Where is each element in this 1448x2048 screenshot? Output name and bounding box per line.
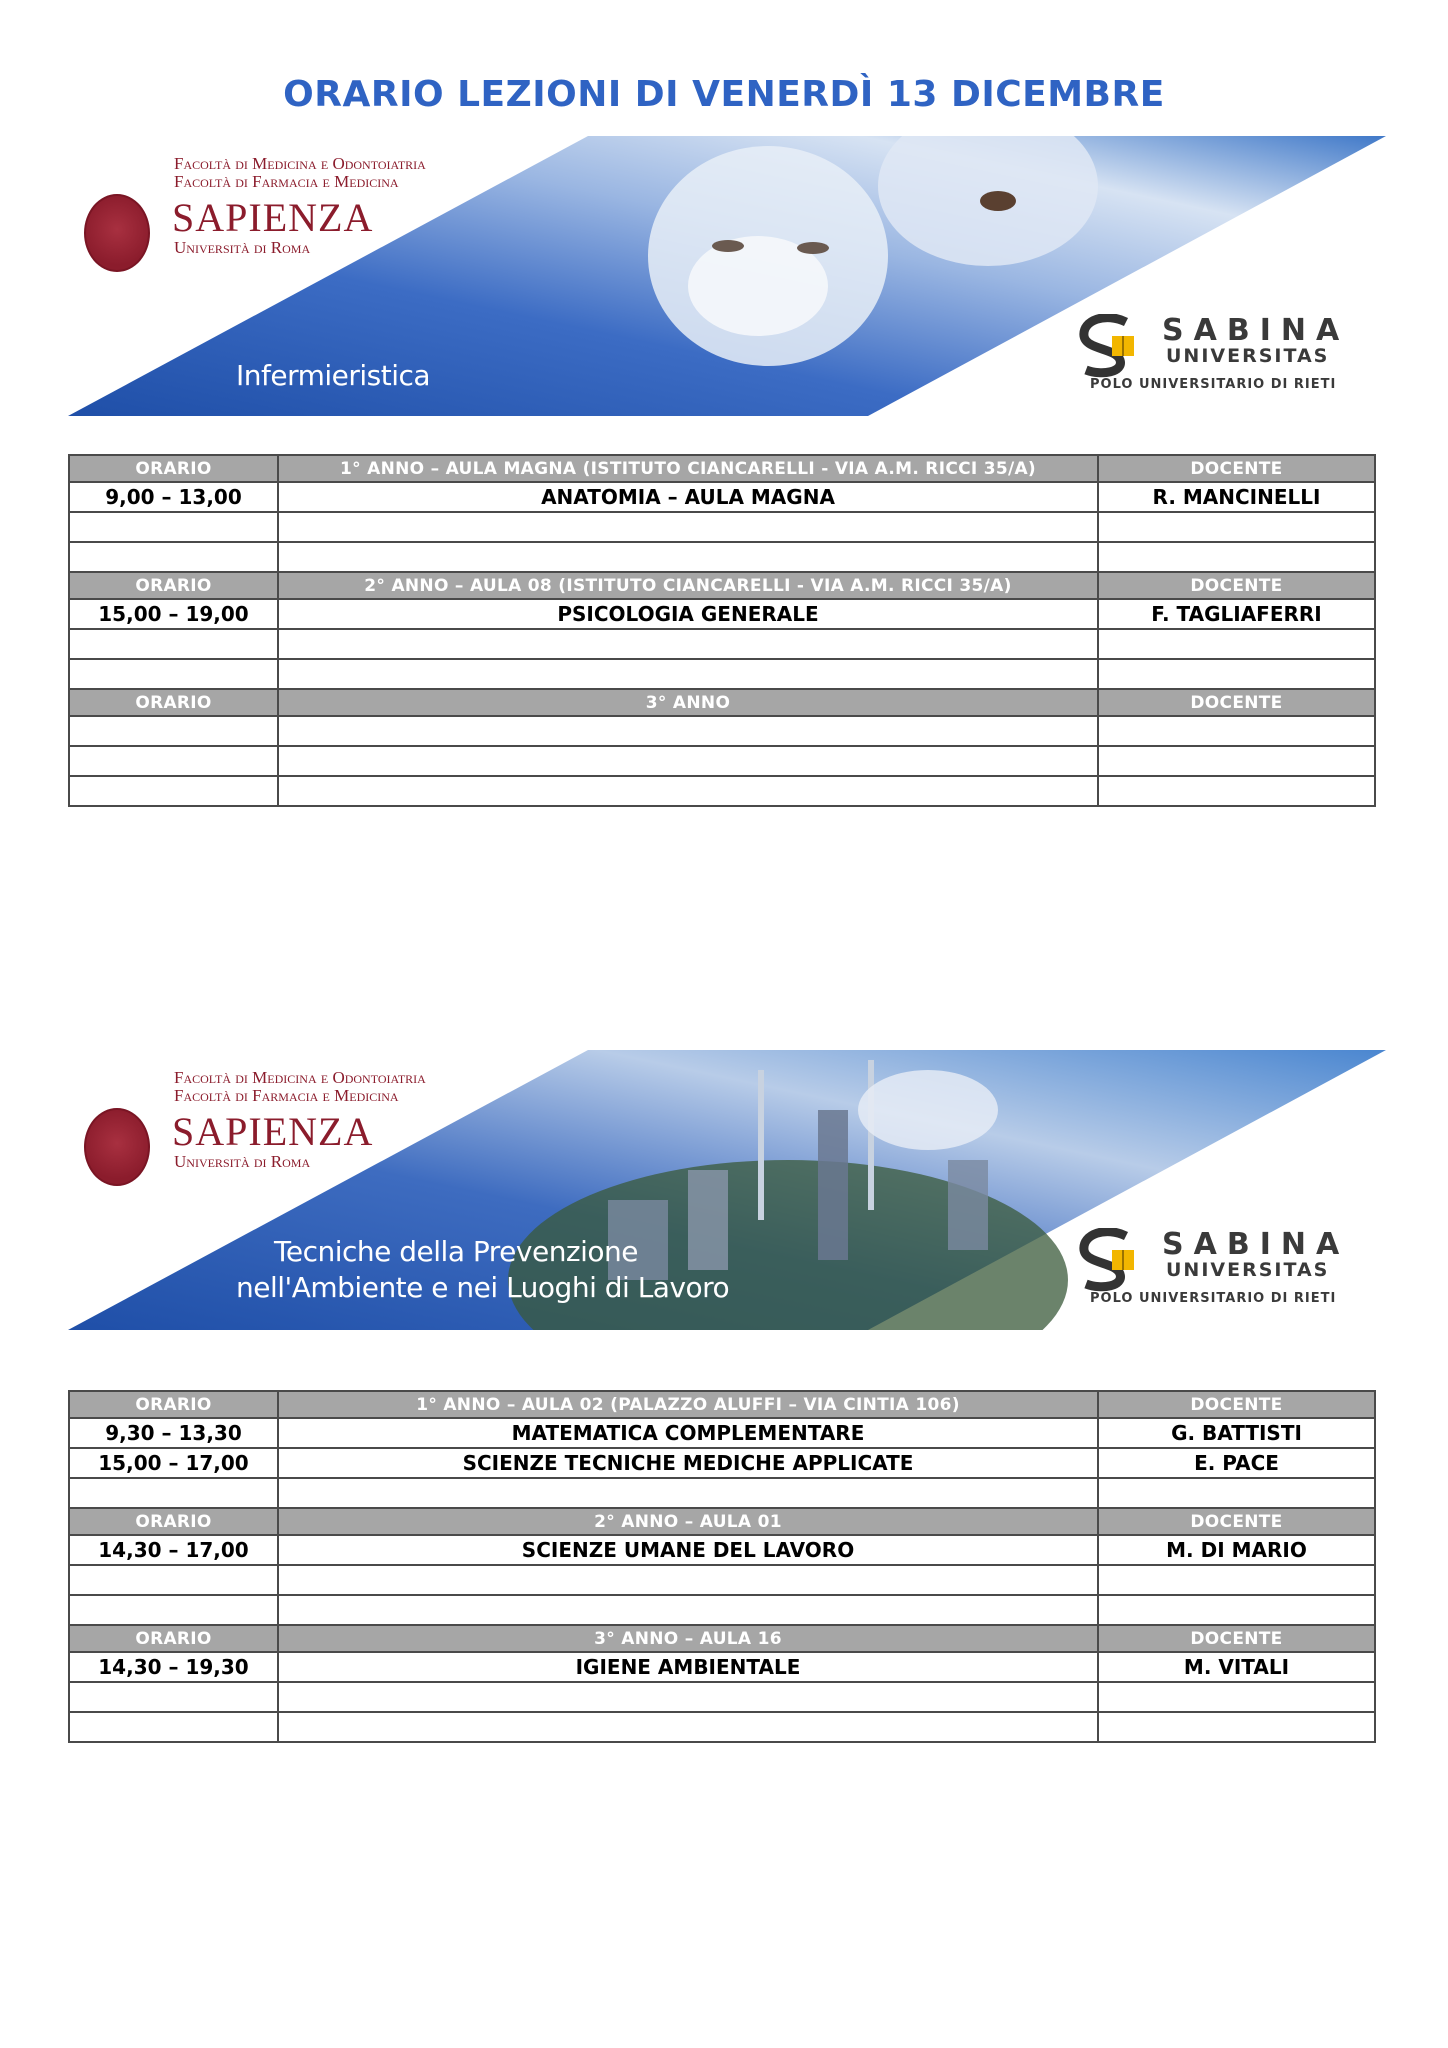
course-name: Infermieristica [236,359,431,392]
header-cell: ORARIO [69,689,278,716]
table-header-row [69,689,1375,716]
course-cell [278,629,1098,659]
teacher-cell: M. VITALI [1098,1652,1375,1682]
header-cell: ORARIO [69,1625,278,1652]
time-cell [69,629,278,659]
header-cell: DOCENTE [1098,572,1375,599]
table-row [69,1682,1375,1712]
table-header-row [69,1391,1375,1418]
faculty-line-2: Facoltà di Farmacia e Medicina [174,1086,399,1105]
course-cell [278,542,1098,572]
course-cell [278,512,1098,542]
faculty-line-1: Facoltà di Medicina e Odontoiatria [174,1068,426,1087]
header-cell: 1° ANNO – AULA MAGNA (ISTITUTO CIANCARELLI - VIA A.M. RICCI 35/A) [278,455,1098,482]
teacher-cell: R. MANCINELLI [1098,482,1375,512]
time-cell [69,659,278,689]
header-cell: ORARIO [69,572,278,599]
teacher-cell [1098,1682,1375,1712]
course-cell: SCIENZE UMANE DEL LAVORO [278,1535,1098,1565]
faculty-line-1: Facoltà di Medicina e Odontoiatria [174,154,426,173]
sabina-book-icon [1076,1228,1160,1292]
header-cell: DOCENTE [1098,1508,1375,1535]
header-cell: ORARIO [69,1391,278,1418]
course-cell: PSICOLOGIA GENERALE [278,599,1098,629]
course-cell [278,1565,1098,1595]
time-cell [69,542,278,572]
table-row [69,1418,1375,1448]
teacher-cell [1098,512,1375,542]
teacher-cell: M. DI MARIO [1098,1535,1375,1565]
sapienza-seal-logo [84,1108,150,1186]
schedule-table-prevenzione [68,1390,1376,1743]
faculty-line-2: Facoltà di Farmacia e Medicina [174,172,399,191]
sapienza-wordmark: SAPIENZA [172,1109,374,1154]
table-row [69,542,1375,572]
header-cell: 3° ANNO [278,689,1098,716]
header-cell: ORARIO [69,1508,278,1535]
time-cell [69,1565,278,1595]
teacher-cell [1098,659,1375,689]
universitas-wordmark: UNIVERSITAS [1166,345,1330,367]
teacher-cell: E. PACE [1098,1448,1375,1478]
course-cell [278,776,1098,806]
time-cell [69,716,278,746]
table-row [69,599,1375,629]
polo-tagline: POLO UNIVERSITARIO DI RIETI [1090,1291,1337,1306]
table-row [69,1565,1375,1595]
time-cell: 14,30 – 17,00 [69,1535,278,1565]
table-row [69,1712,1375,1742]
polo-tagline: POLO UNIVERSITARIO DI RIETI [1090,377,1337,392]
teacher-cell [1098,1478,1375,1508]
time-cell [69,776,278,806]
university-subtitle: Università di Roma [174,238,311,257]
course-cell [278,1595,1098,1625]
header-cell: 2° ANNO – AULA 08 (ISTITUTO CIANCARELLI - VIA A.M. RICCI 35/A) [278,572,1098,599]
teacher-cell [1098,716,1375,746]
table-row [69,482,1375,512]
course-cell: ANATOMIA – AULA MAGNA [278,482,1098,512]
table-row [69,746,1375,776]
teacher-cell [1098,1595,1375,1625]
course-cell: MATEMATICA COMPLEMENTARE [278,1418,1098,1448]
page-title: ORARIO LEZIONI DI VENERDÌ 13 DICEMBRE [283,74,1165,115]
header-cell: 1° ANNO – AULA 02 (PALAZZO ALUFFI – VIA CINTIA 106) [278,1391,1098,1418]
sapienza-seal-logo [84,194,150,272]
table-row [69,1448,1375,1478]
table-row [69,629,1375,659]
course-cell [278,746,1098,776]
time-cell: 9,30 – 13,30 [69,1418,278,1448]
teacher-cell [1098,1565,1375,1595]
table-row [69,1535,1375,1565]
teacher-cell [1098,776,1375,806]
header-cell: ORARIO [69,455,278,482]
teacher-cell: G. BATTISTI [1098,1418,1375,1448]
time-cell [69,1682,278,1712]
teacher-cell: F. TAGLIAFERRI [1098,599,1375,629]
schedule-table-infermieristica [68,454,1376,807]
table-header-row [69,572,1375,599]
header-cell: DOCENTE [1098,1625,1375,1652]
time-cell: 9,00 – 13,00 [69,482,278,512]
header-cell: 2° ANNO – AULA 01 [278,1508,1098,1535]
table-row [69,659,1375,689]
course-name-line-1: Tecniche della Prevenzione [274,1235,639,1268]
course-cell: IGIENE AMBIENTALE [278,1652,1098,1682]
course-cell [278,1712,1098,1742]
sapienza-wordmark: SAPIENZA [172,195,374,240]
course-cell: SCIENZE TECNICHE MEDICHE APPLICATE [278,1448,1098,1478]
table-header-row [69,1625,1375,1652]
universitas-wordmark: UNIVERSITAS [1166,1259,1330,1281]
table-header-row [69,455,1375,482]
time-cell [69,746,278,776]
course-cell [278,1478,1098,1508]
table-row [69,1652,1375,1682]
table-row [69,512,1375,542]
sabina-wordmark: SABINA [1162,313,1350,348]
sabina-wordmark: SABINA [1162,1227,1350,1262]
course-name-line-2: nell'Ambiente e nei Luoghi di Lavoro [236,1271,730,1304]
teacher-cell [1098,542,1375,572]
time-cell [69,1712,278,1742]
header-cell: DOCENTE [1098,1391,1375,1418]
time-cell [69,1478,278,1508]
table-row [69,1595,1375,1625]
time-cell [69,512,278,542]
table-row [69,716,1375,746]
time-cell: 15,00 – 19,00 [69,599,278,629]
teacher-cell [1098,746,1375,776]
time-cell [69,1595,278,1625]
time-cell: 14,30 – 19,30 [69,1652,278,1682]
university-subtitle: Università di Roma [174,1152,311,1171]
course-banner-infermieristica [68,136,1386,416]
header-cell: DOCENTE [1098,455,1375,482]
course-banner-prevenzione [68,1050,1386,1330]
teacher-cell [1098,629,1375,659]
table-header-row [69,1508,1375,1535]
table-row [69,776,1375,806]
table-row [69,1478,1375,1508]
teacher-cell [1098,1712,1375,1742]
time-cell: 15,00 – 17,00 [69,1448,278,1478]
header-cell: DOCENTE [1098,689,1375,716]
header-cell: 3° ANNO – AULA 16 [278,1625,1098,1652]
course-cell [278,716,1098,746]
course-cell [278,659,1098,689]
course-cell [278,1682,1098,1712]
sabina-book-icon [1076,314,1160,378]
